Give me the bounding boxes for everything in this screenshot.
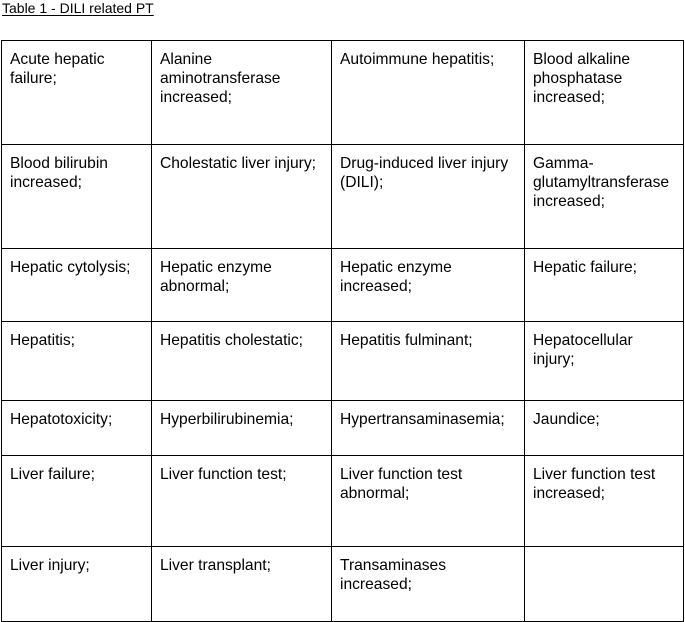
- table-cell: Hepatitis fulminant;: [332, 322, 525, 401]
- table-cell: Liver transplant;: [152, 547, 332, 622]
- table-row: [2, 41, 684, 145]
- table-cell: Alanine aminotransferase increased;: [152, 41, 332, 145]
- table-row: [2, 401, 684, 456]
- table-cell: Hepatotoxicity;: [2, 401, 152, 456]
- table-row: [2, 145, 684, 249]
- table-cell: Hepatitis;: [2, 322, 152, 401]
- table-cell: Hepatic enzyme abnormal;: [152, 249, 332, 322]
- table-cell: Liver function test abnormal;: [332, 456, 525, 547]
- table-cell: Hepatic failure;: [525, 249, 684, 322]
- table-cell: Hyperbilirubinemia;: [152, 401, 332, 456]
- dili-pt-table: [1, 40, 684, 622]
- table-cell: Liver function test;: [152, 456, 332, 547]
- table-cell: Autoimmune hepatitis;: [332, 41, 525, 145]
- table-cell: Cholestatic liver injury;: [152, 145, 332, 249]
- table-row: [2, 547, 684, 622]
- table-row: [2, 456, 684, 547]
- table-cell: Hepatic cytolysis;: [2, 249, 152, 322]
- table-cell: Hepatitis cholestatic;: [152, 322, 332, 401]
- table-cell-empty: [525, 547, 684, 622]
- table-cell: Transaminases increased;: [332, 547, 525, 622]
- table-cell: Hypertransaminasemia;: [332, 401, 525, 456]
- table-cell: Jaundice;: [525, 401, 684, 456]
- table-cell: Liver failure;: [2, 456, 152, 547]
- table-row: [2, 322, 684, 401]
- table-caption: Table 1 - DILI related PT: [2, 0, 154, 16]
- table-cell: Hepatocellular injury;: [525, 322, 684, 401]
- table-cell: Gamma-glutamyltransferase increased;: [525, 145, 684, 249]
- table-cell: Blood bilirubin increased;: [2, 145, 152, 249]
- table-cell: Acute hepatic failure;: [2, 41, 152, 145]
- table-row: [2, 249, 684, 322]
- table-cell: Liver injury;: [2, 547, 152, 622]
- table-cell: Blood alkaline phosphatase increased;: [525, 41, 684, 145]
- table-cell: Liver function test increased;: [525, 456, 684, 547]
- table-cell: Hepatic enzyme increased;: [332, 249, 525, 322]
- table-cell: Drug-induced liver injury (DILI);: [332, 145, 525, 249]
